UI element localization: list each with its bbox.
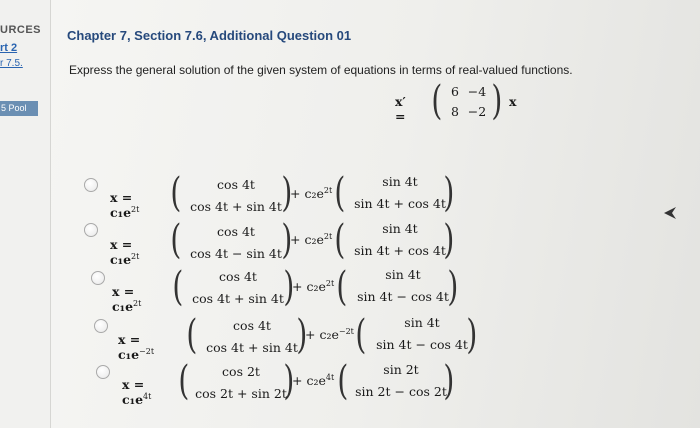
sidebar-link-section[interactable]: r 7.5. [0,58,23,69]
vec1-left-paren: ( [170,170,182,216]
sidebar [0,0,51,428]
matrix-a12: −4 [467,84,487,99]
option-exp2: 2t [323,186,333,195]
vec1-bottom: cos 4t + sin 4t [190,199,282,214]
vec2-bottom: sin 2t − cos 2t [355,384,447,399]
question-panel [50,0,700,428]
option-mid: + c₂e [290,232,324,248]
option-radio[interactable] [84,223,98,237]
option-exp2: 2t [325,279,335,288]
matrix-right-paren: ) [491,78,503,124]
option-lhs: x = c₁e [110,237,133,268]
vec1-top: cos 2t [222,364,260,379]
matrix-a22: −2 [467,104,487,119]
option-lhs: x = c₁e [110,190,133,221]
vec1-right-paren: ) [283,358,295,404]
option-radio[interactable] [96,365,110,379]
vec2-bottom: sin 4t − cos 4t [357,289,449,304]
option-exp1: 2t [131,252,140,261]
vec2-top: sin 4t [382,221,418,236]
vec2-left-paren: ( [337,358,349,404]
vec1-top: cos 4t [219,269,257,284]
vec1-top: cos 4t [217,224,255,239]
vec1-right-paren: ) [296,312,308,358]
vec1-left-paren: ( [178,358,190,404]
vec2-bottom: sin 4t − cos 4t [376,337,468,352]
option-radio[interactable] [91,271,105,285]
vec1-bottom: cos 4t − sin 4t [190,246,282,261]
vec2-right-paren: ) [447,264,459,310]
matrix-left-paren: ( [431,78,443,124]
option-lhs: x = c₁e [118,332,141,363]
vec1-top: cos 4t [217,177,255,192]
option-exp2: 4t [325,373,335,382]
vec1-bottom: cos 4t + sin 4t [192,291,284,306]
system-rhs: x [509,94,517,109]
option-exp1: 4t [143,392,152,401]
vec1-left-paren: ( [170,217,182,263]
option-radio[interactable] [94,319,108,333]
vec2-bottom: sin 4t + cos 4t [354,243,446,258]
vec2-left-paren: ( [355,312,367,358]
vec2-left-paren: ( [334,217,346,263]
vec2-right-paren: ) [443,170,455,216]
vec2-right-paren: ) [466,312,478,358]
vec1-right-paren: ) [281,217,293,263]
matrix-a21: 8 [451,104,459,119]
sidebar-heading: URCES [0,24,42,36]
option-exp1: 2t [133,299,142,308]
vec2-left-paren: ( [334,170,346,216]
vec1-left-paren: ( [186,312,198,358]
vec2-right-paren: ) [443,358,455,404]
vec1-right-paren: ) [283,264,295,310]
vec2-right-paren: ) [443,217,455,263]
option-mid: + c₂e [305,327,339,343]
option-lhs: x = c₁e [112,284,135,315]
option-mid: + c₂e [292,373,326,389]
option-radio[interactable] [84,178,98,192]
vec2-bottom: sin 4t + cos 4t [354,196,446,211]
option-exp1: −2t [139,347,155,356]
option-lhs: x = c₁e [122,377,145,408]
matrix-a11: 6 [451,84,459,99]
vec2-left-paren: ( [336,264,348,310]
option-exp1: 2t [131,205,140,214]
option-exp2: 2t [323,232,333,241]
system-lhs: x′ = [395,94,406,124]
vec2-top: sin 4t [382,174,418,189]
vec1-left-paren: ( [172,264,184,310]
vec2-top: sin 2t [383,362,419,377]
question-title: Chapter 7, Section 7.6, Additional Question 01 [67,28,352,43]
mouse-cursor-icon [662,206,678,220]
vec1-right-paren: ) [281,170,293,216]
option-mid: + c₂e [290,186,324,202]
vec1-top: cos 4t [233,318,271,333]
sidebar-link-part[interactable]: rt 2 [0,42,18,54]
vec2-top: sin 4t [404,315,440,330]
option-exp2: −2t [338,327,354,336]
vec2-top: sin 4t [385,267,421,282]
question-prompt: Express the general solution of the given system of equations in terms of real-valued functions. [69,63,573,77]
sidebar-pool-badge[interactable]: 5 Pool [0,101,38,116]
vec1-bottom: cos 2t + sin 2t [195,386,287,401]
option-mid: + c₂e [292,279,326,295]
vec1-bottom: cos 4t + sin 4t [206,340,298,355]
